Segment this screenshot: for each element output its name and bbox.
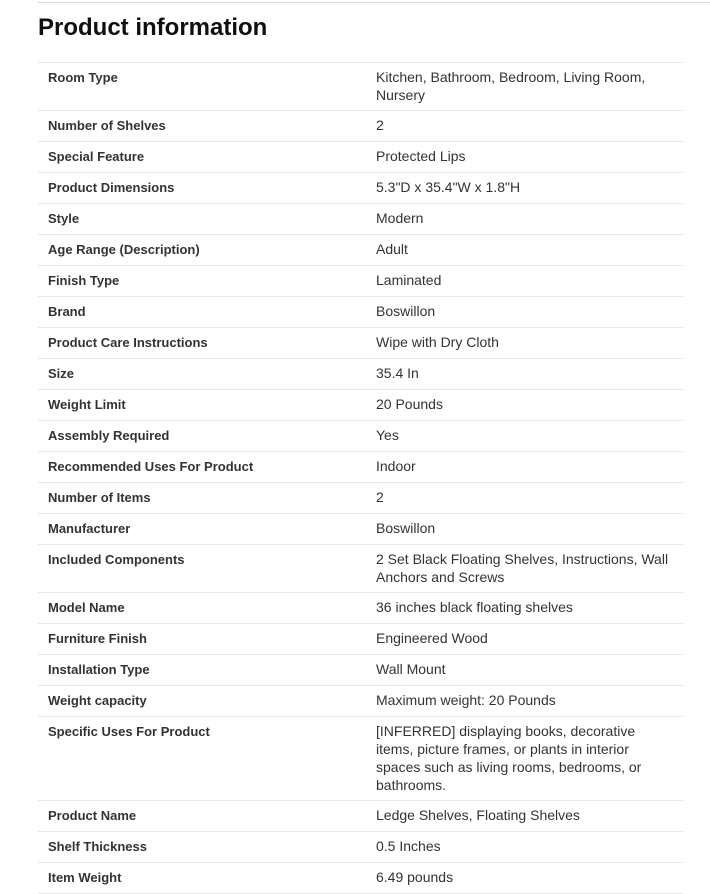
row-label: Product Name bbox=[48, 808, 137, 823]
row-label: Product Dimensions bbox=[48, 180, 175, 195]
row-value: 6.49 pounds bbox=[376, 869, 454, 885]
table-row bbox=[38, 452, 683, 483]
row-label: Weight Limit bbox=[48, 397, 126, 412]
spec-table-body bbox=[38, 63, 683, 894]
table-row bbox=[38, 624, 683, 655]
table-row bbox=[38, 235, 683, 266]
row-value: 2 Set Black Floating Shelves, Instructions, Wall Anchors and Screws bbox=[376, 551, 669, 585]
row-value: Indoor bbox=[376, 458, 416, 474]
row-value: Yes bbox=[376, 427, 399, 443]
row-label: Product Care Instructions bbox=[48, 335, 208, 350]
row-value: 5.3"D x 35.4"W x 1.8"H bbox=[376, 179, 521, 195]
table-row bbox=[38, 111, 683, 142]
row-label: Number of Shelves bbox=[48, 118, 166, 133]
table-row bbox=[38, 593, 683, 624]
row-label: Shelf Thickness bbox=[48, 839, 147, 854]
row-value: Laminated bbox=[376, 272, 442, 288]
row-value: Boswillon bbox=[376, 303, 436, 319]
table-row bbox=[38, 390, 683, 421]
row-label: Brand bbox=[48, 304, 86, 319]
section-title: Product information bbox=[38, 14, 268, 41]
table-row bbox=[38, 266, 683, 297]
row-value: Kitchen, Bathroom, Bedroom, Living Room, Nursery bbox=[376, 69, 646, 103]
row-value: 35.4 In bbox=[376, 365, 419, 381]
row-value: Engineered Wood bbox=[376, 630, 488, 646]
row-value: Maximum weight: 20 Pounds bbox=[376, 692, 556, 708]
table-row bbox=[38, 863, 683, 894]
row-value: Adult bbox=[376, 241, 408, 257]
row-label: Specific Uses For Product bbox=[48, 724, 210, 739]
table-row bbox=[38, 655, 683, 686]
row-label: Weight capacity bbox=[48, 693, 147, 708]
table-row bbox=[38, 142, 683, 173]
row-label: Size bbox=[48, 366, 75, 381]
row-label: Recommended Uses For Product bbox=[48, 459, 254, 474]
row-label: Installation Type bbox=[48, 662, 150, 677]
table-row bbox=[38, 63, 683, 111]
product-information-table bbox=[38, 62, 683, 894]
row-label: Model Name bbox=[48, 600, 125, 615]
table-row bbox=[38, 717, 683, 801]
row-label: Number of Items bbox=[48, 490, 151, 505]
table-row bbox=[38, 801, 683, 832]
table-row bbox=[38, 297, 683, 328]
table-row bbox=[38, 483, 683, 514]
row-value: Wipe with Dry Cloth bbox=[376, 334, 499, 350]
table-row bbox=[38, 328, 683, 359]
row-label: Style bbox=[48, 211, 80, 226]
row-value: 36 inches black floating shelves bbox=[376, 599, 573, 615]
row-label: Special Feature bbox=[48, 149, 145, 164]
row-value: Protected Lips bbox=[376, 148, 466, 164]
row-label: Item Weight bbox=[48, 870, 122, 885]
row-value: 2 bbox=[376, 117, 384, 133]
top-divider bbox=[38, 2, 710, 3]
table-row bbox=[38, 173, 683, 204]
row-label: Manufacturer bbox=[48, 521, 131, 536]
table-row bbox=[38, 204, 683, 235]
row-value: Boswillon bbox=[376, 520, 436, 536]
row-label: Age Range (Description) bbox=[48, 242, 200, 257]
table-row bbox=[38, 545, 683, 593]
table-row bbox=[38, 359, 683, 390]
table-row bbox=[38, 514, 683, 545]
row-value: Ledge Shelves, Floating Shelves bbox=[376, 807, 580, 823]
row-value: Modern bbox=[376, 210, 424, 226]
row-value: 2 bbox=[376, 489, 384, 505]
row-value: 0.5 Inches bbox=[376, 838, 441, 854]
row-value: 20 Pounds bbox=[376, 396, 443, 412]
row-label: Finish Type bbox=[48, 273, 120, 288]
table-row bbox=[38, 421, 683, 452]
row-label: Assembly Required bbox=[48, 428, 170, 443]
table-row bbox=[38, 832, 683, 863]
row-label: Included Components bbox=[48, 552, 185, 567]
table-row bbox=[38, 686, 683, 717]
row-value: Wall Mount bbox=[376, 661, 446, 677]
row-value: [INFERRED] displaying books, decorative items, picture frames, or plants in interior spaces such as living rooms, bedrooms, or bathrooms. bbox=[376, 723, 642, 793]
row-label: Room Type bbox=[48, 70, 118, 85]
row-label: Furniture Finish bbox=[48, 631, 147, 646]
